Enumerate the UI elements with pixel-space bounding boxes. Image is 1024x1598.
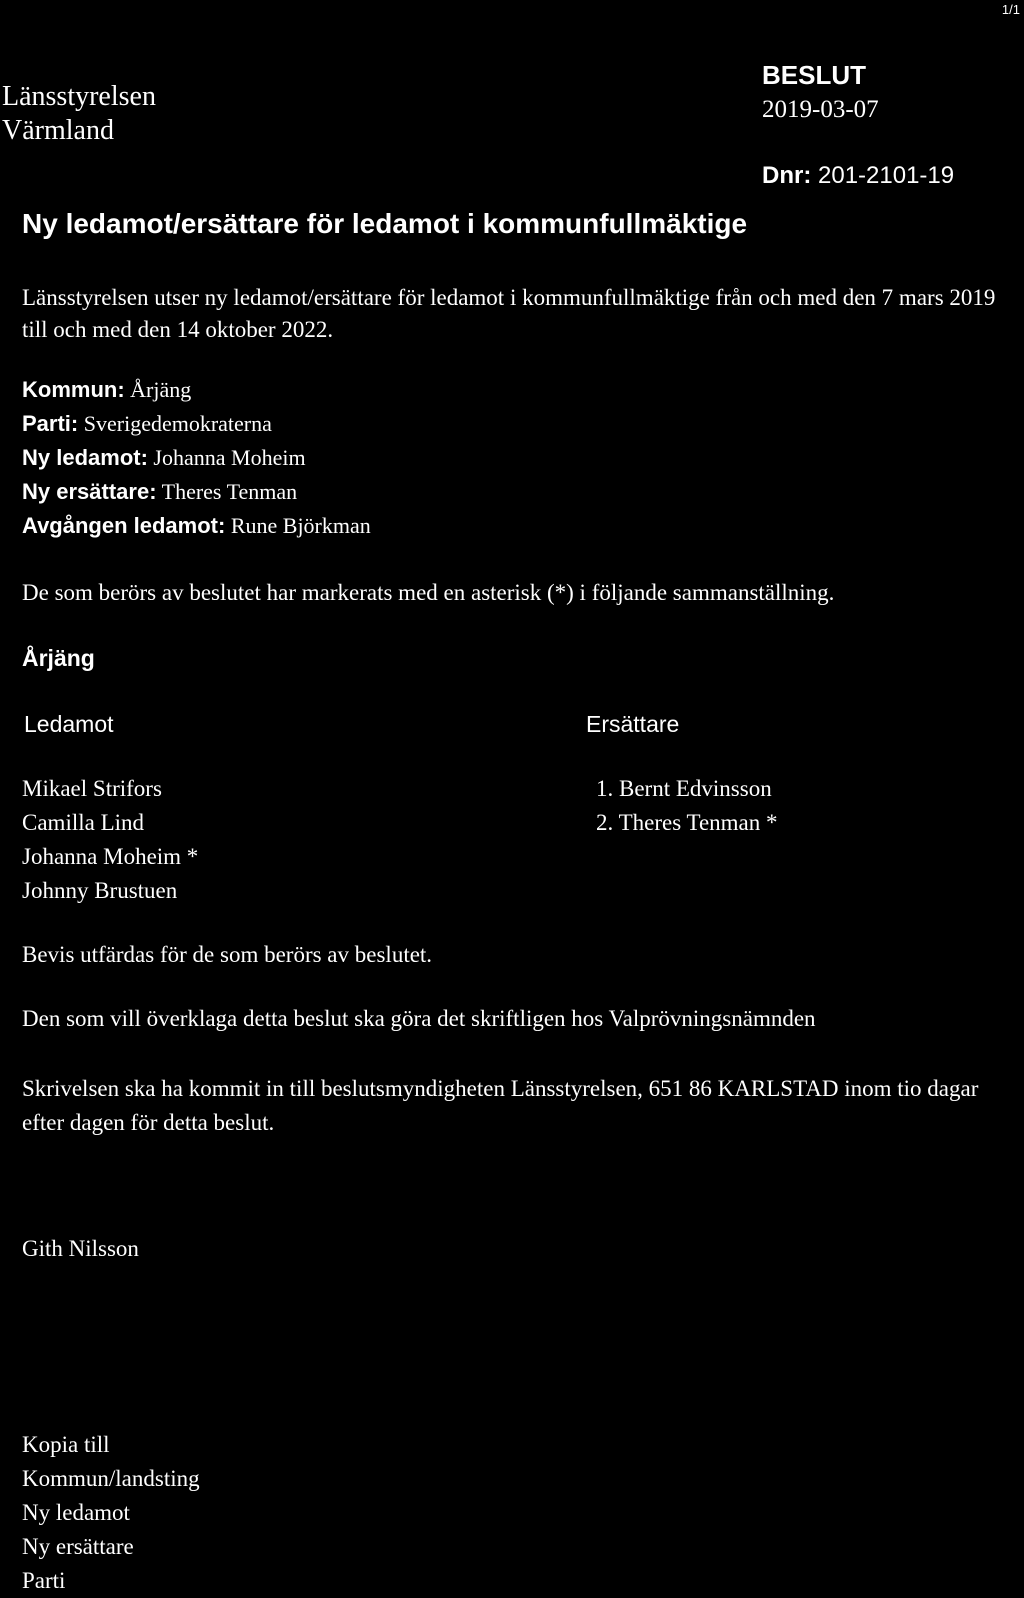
copy-list-item: Ny ledamot bbox=[22, 1500, 130, 1525]
submission-instructions: Skrivelsen ska ha kommit in till beslutsmyndigheten Länsstyrelsen, 651 86 KARLSTAD inom tio dagar efter dagen för detta beslut. bbox=[22, 1076, 979, 1135]
field-avgangen-ledamot bbox=[22, 513, 371, 539]
member-item: Mikael Strifors bbox=[22, 776, 162, 801]
copy-list-item: Kopia till bbox=[22, 1432, 110, 1457]
document-title: Ny ledamot/ersättare för ledamot i kommunfullmäktige bbox=[22, 208, 748, 239]
appeal-instructions: Den som vill överklaga detta beslut ska göra det skriftligen hos Valprövningsnämnden bbox=[22, 1006, 816, 1031]
asterisk-note: De som berörs av beslutet har markerats med en asterisk (*) i följande sammanställning. bbox=[22, 580, 835, 605]
field-ny-ledamot bbox=[22, 445, 306, 471]
field-kommun-value: Årjäng bbox=[130, 377, 192, 402]
field-avgangen-ledamot-label: Avgången ledamot: bbox=[22, 513, 226, 538]
intro-paragraph: Länsstyrelsen utser ny ledamot/ersättare för ledamot i kommunfullmäktige från och med den 7 mars 2019 till och med den 14 oktober 2022. bbox=[22, 285, 996, 342]
substitute-item: 2. Theres Tenman * bbox=[596, 810, 778, 835]
case-number-value: 201-2101-19 bbox=[818, 162, 955, 189]
page-number: 1/1 bbox=[1001, 2, 1020, 17]
column-header-ersattare: Ersättare bbox=[586, 711, 680, 737]
signer-name: Gith Nilsson bbox=[22, 1236, 139, 1261]
field-kommun-label: Kommun: bbox=[22, 377, 125, 402]
copy-list-item: Parti bbox=[22, 1568, 66, 1593]
copy-list-item: Kommun/landsting bbox=[22, 1466, 200, 1491]
copy-distribution-list bbox=[22, 1428, 200, 1598]
organization-line-1: Länsstyrelsen bbox=[2, 81, 156, 112]
field-avgangen-ledamot-value: Rune Björkman bbox=[230, 513, 371, 538]
field-parti-value: Sverigedemokraterna bbox=[83, 411, 272, 436]
document-type: BESLUT bbox=[762, 60, 866, 90]
section-title: Årjäng bbox=[22, 645, 95, 671]
field-ny-ledamot-value: Johanna Moheim bbox=[153, 445, 306, 470]
certificate-note: Bevis utfärdas för de som berörs av beslutet. bbox=[22, 942, 433, 967]
column-header-ledamot: Ledamot bbox=[24, 711, 114, 737]
field-parti bbox=[22, 411, 272, 437]
document-date: 2019-03-07 bbox=[762, 96, 879, 123]
member-item: Johnny Brustuen bbox=[22, 878, 178, 903]
field-ny-ledamot-label: Ny ledamot: bbox=[22, 445, 148, 470]
member-item: Camilla Lind bbox=[22, 810, 145, 835]
case-number bbox=[762, 162, 954, 190]
organization-line-2: Värmland bbox=[2, 115, 114, 146]
field-kommun bbox=[22, 377, 191, 403]
copy-list-item: Ny ersättare bbox=[22, 1534, 134, 1559]
member-item: Johanna Moheim * bbox=[22, 844, 199, 869]
field-ny-ersattare-value: Theres Tenman bbox=[161, 479, 298, 504]
substitute-item: 1. Bernt Edvinsson bbox=[596, 776, 772, 801]
field-ny-ersattare-label: Ny ersättare: bbox=[22, 479, 157, 504]
case-number-label: Dnr: bbox=[762, 162, 812, 189]
organization-name bbox=[2, 80, 156, 148]
field-ny-ersattare bbox=[22, 479, 297, 505]
field-parti-label: Parti: bbox=[22, 411, 79, 436]
